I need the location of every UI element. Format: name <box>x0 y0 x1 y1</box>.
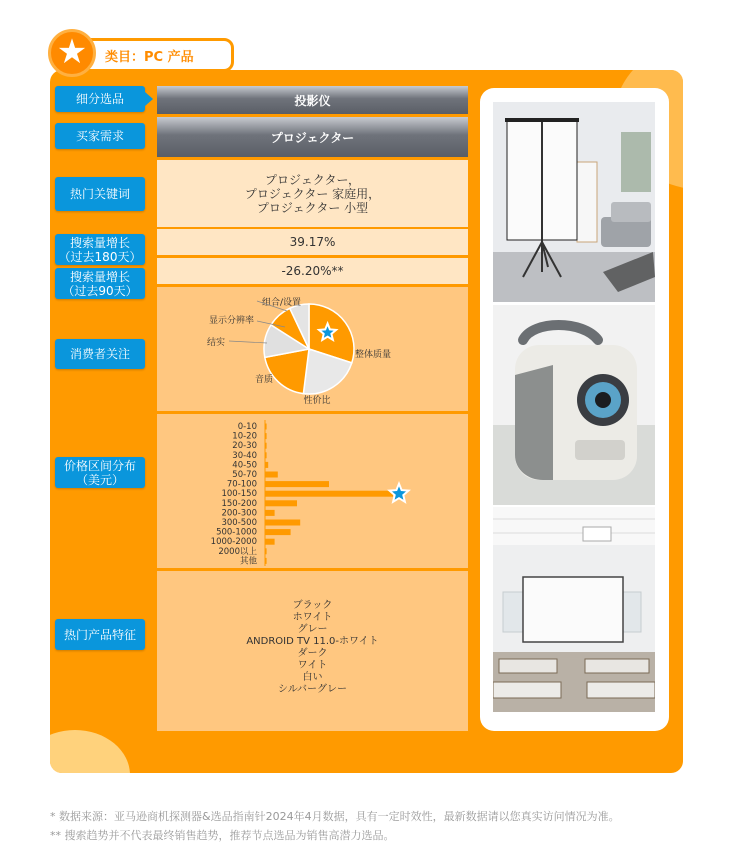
bar-tick-label: 0-10 <box>237 422 257 432</box>
bar <box>265 481 329 487</box>
bar-tick-label: 30-40 <box>232 450 257 461</box>
pie-label: 音质 <box>254 375 274 385</box>
bar-tick-label: 20-30 <box>232 441 257 452</box>
decorative-blob <box>50 730 130 773</box>
bar <box>265 548 267 554</box>
tripod-screen-image <box>493 102 655 302</box>
category-title <box>105 46 194 65</box>
bar <box>265 558 267 564</box>
pie-label: 结实 <box>207 338 226 348</box>
label-keywords: 热门关键词 <box>55 177 145 211</box>
feature-item: グレー <box>297 624 328 635</box>
bar <box>265 510 275 516</box>
highlight-star-icon <box>390 484 409 502</box>
label-growth-90: 搜索量增长 （过去90天） <box>55 268 145 299</box>
label-price-distribution: 价格区间分布 （美元） <box>55 457 145 488</box>
bar-tick-label: 50-70 <box>232 470 257 480</box>
projector-image <box>493 305 655 505</box>
growth-90-value: -26.20%** <box>157 258 468 285</box>
bar <box>265 443 267 449</box>
footnote: ** 搜索趋势并不代表最终销售趋势，推荐节点选品为销售高潜力选品。 <box>50 829 395 842</box>
bar-tick-label: 500-1000 <box>216 527 257 538</box>
label-hot-features: 热门产品特征 <box>55 619 145 650</box>
bar <box>265 539 275 545</box>
price-distribution-bar-chart <box>157 414 468 569</box>
label-buyer-need: 买家需求 <box>55 123 145 149</box>
bar-tick-label: 10-20 <box>232 431 257 442</box>
bar-tick-label: 2000以上 <box>218 546 257 557</box>
footnote: * 数据来源：亚马逊商机探测器&选品指南针2024年4月数据，具有一定时效性，最新数据请以您真实访问情况为准。 <box>50 810 620 823</box>
bar <box>265 472 278 478</box>
bar <box>265 529 291 535</box>
classroom-image <box>493 507 655 712</box>
label-consumer-focus: 消费者关注 <box>55 339 145 369</box>
bar-tick-label: 100-150 <box>221 489 257 500</box>
bar-tick-label: 150-200 <box>221 498 257 509</box>
star-icon: ★ <box>48 29 96 77</box>
label-subcategory: 细分选品 <box>55 86 145 112</box>
bar-tick-label: 70-100 <box>226 479 257 490</box>
bar-tick-label: 200-300 <box>221 508 257 519</box>
feature-item: ワイト <box>297 660 328 671</box>
category-label: 类目： <box>105 50 145 65</box>
bar <box>265 500 297 506</box>
feature-item: 白い <box>302 672 323 683</box>
consumer-focus-pie-chart <box>157 287 468 412</box>
feature-item: ANDROID TV 11.0-ホワイト <box>246 636 379 647</box>
bar-tick-label: 1000-2000 <box>210 537 257 548</box>
leader-line <box>229 341 267 343</box>
bar <box>265 520 300 526</box>
feature-item: シルバーグレー <box>277 684 348 695</box>
keywords-value: プロジェクター， プロジェクター 家庭用， プロジェクター 小型 <box>157 160 468 228</box>
bar <box>265 491 393 497</box>
bar <box>265 452 267 458</box>
category-value: PC 产品 <box>144 50 194 65</box>
growth-180-value: 39.17% <box>157 229 468 256</box>
pie-label: 显示分辨率 <box>209 316 255 326</box>
bar <box>265 462 268 468</box>
bar <box>265 424 267 430</box>
bar-tick-label: 40-50 <box>232 460 257 471</box>
subcategory-value: 投影仪 <box>157 86 468 114</box>
pie-label: 整体质量 <box>355 350 392 360</box>
feature-item: ホワイト <box>292 612 333 623</box>
bar-tick-label: 300-500 <box>221 518 257 528</box>
features-list <box>157 600 468 696</box>
buyer-need-value: プロジェクター <box>157 117 468 157</box>
pie-label: 组合/设置 <box>262 298 302 308</box>
bar-tick-label: 其他 <box>239 556 257 567</box>
feature-item: ブラック <box>292 600 333 611</box>
bar <box>265 433 267 439</box>
label-growth-180: 搜索量增长 （过去180天） <box>55 234 145 265</box>
pie-label: 性价比 <box>303 396 331 406</box>
feature-item: ダーク <box>297 648 328 659</box>
